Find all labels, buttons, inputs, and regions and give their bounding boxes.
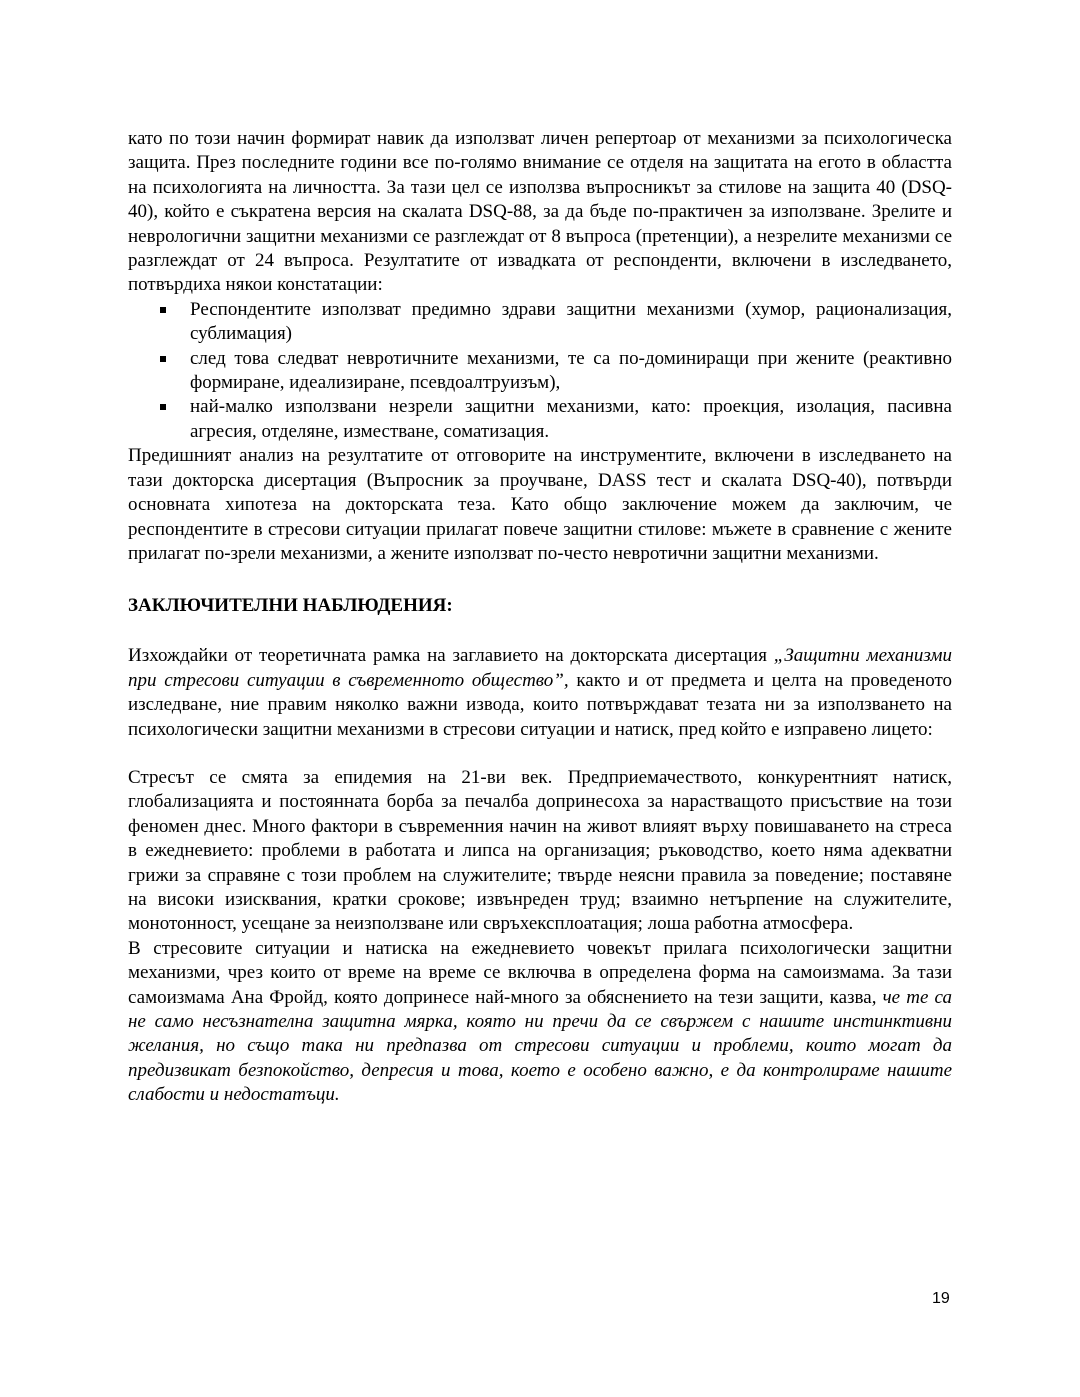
paragraph-stress: Стресът се смята за епидемия на 21-ви век. Предприемачеството, конкурентният натиск, глобализацията и постоянната борба за печалба допринесоха за нарастващото присъствие на този феномен днес. Много фактори в съвременния начин на живот влияят върху повишаването на стреса в ежедневието: проблеми в работата и липса на организация; ръководство, което няма адекватни грижи за справяне с този проблем на служителите; твърде неясни правила за поведение; поставяне на високи изисквания, кратки срокове; извънреден труд; взаимно нетърпение на служителите, монотонност, усещане за неизползване или свръхексплоатация; лоша работна атмосфера. bbox=[128, 766, 952, 935]
list-item: най-малко използвани незрели защитни механизми, като: проекция, изолация, пасивна агресия, отделяне, изместване, соматизация. bbox=[190, 395, 952, 444]
framework-text-end: както и от предмета и целта на проведеното изследване, ние правим няколко важни извода, които потвърждават тезата ни за използването на психологически защитни механизми в стресови ситуации и натиск, пред който е изправено лицето: bbox=[128, 669, 952, 740]
document-page bbox=[128, 127, 952, 1108]
dissertation-title: „Защитни механизми при стресови ситуации в съвременното общество”, bbox=[128, 645, 952, 691]
list-item: след това следват невротичните механизми, те са по-доминиращи при жените (реактивно формиране, идеализиране, псевдоалтруизъм), bbox=[190, 347, 952, 396]
list-item: Респондентите използват предимно здрави защитни механизми (хумор, рационализация, сублимация) bbox=[190, 298, 952, 347]
framework-text-start: Изхождайки от теоретичната рамка на заглавието на докторската дисертация bbox=[128, 645, 774, 667]
paragraph-intro: като по този начин формират навик да използват личен репертоар от механизми за психологическа защита. През последните години все по-голямо внимание се отделя на защитата на егото в областта на психологията на личността. За тази цел се използва въпросникът за стилове на защита 40 (DSQ-40), който е съкратена версия на скалата DSQ-88, за да бъде по-практичен за използване. Зрелите и неврологични защитни механизми се разглеждат от 8 въпроса (претенции), а незрелите механизми се разглеждат от 24 въпроса. Резултатите от извадката от респонденти, включени в изследването, потвърдиха някои констатации: bbox=[128, 128, 952, 296]
freud-text: В стресовите ситуации и натиска на ежедневието човекът прилага психологически защитни механизми, чрез които от време на време се включва в определена форма на самоизмама. За тази самоизмама Ана Фройд, която допринесе най-много за обяснението на тези защити, казва, bbox=[128, 937, 952, 1008]
paragraph-analysis: Предишният анализ на резултатите от отговорите на инструментите, включени в изследването на тази докторска дисертация (Въпросник за проучване, DASS тест и скалата DSQ-40), потвърди основната хипотеза на докторската теза. Като общо заключение можем да заключим, че респондентите в стресови ситуации прилагат повече защитни стилове: мъжете в сравнение с жените прилагат по-зрели механизми, а жените използват по-често невротични защитни механизми. bbox=[128, 445, 952, 564]
paragraph-freud bbox=[128, 937, 952, 1108]
freud-quote: че те са не само несъзнателна защитна мярка, която ни пречи да се свържем с нашите инстинктивни желания, но също така ни предпазва от стресови ситуации и проблеми, които могат да предизвикат безпокойство, депресия и това, което е особено важно, е да контролираме нашите слабости и недостатъци. bbox=[128, 986, 953, 1106]
section-heading: ЗАКЛЮЧИТЕЛНИ НАБЛЮДЕНИЯ: bbox=[128, 595, 453, 617]
findings-list bbox=[128, 298, 952, 444]
paragraph-framework bbox=[128, 644, 952, 742]
page-number: 19 bbox=[932, 1290, 950, 1307]
